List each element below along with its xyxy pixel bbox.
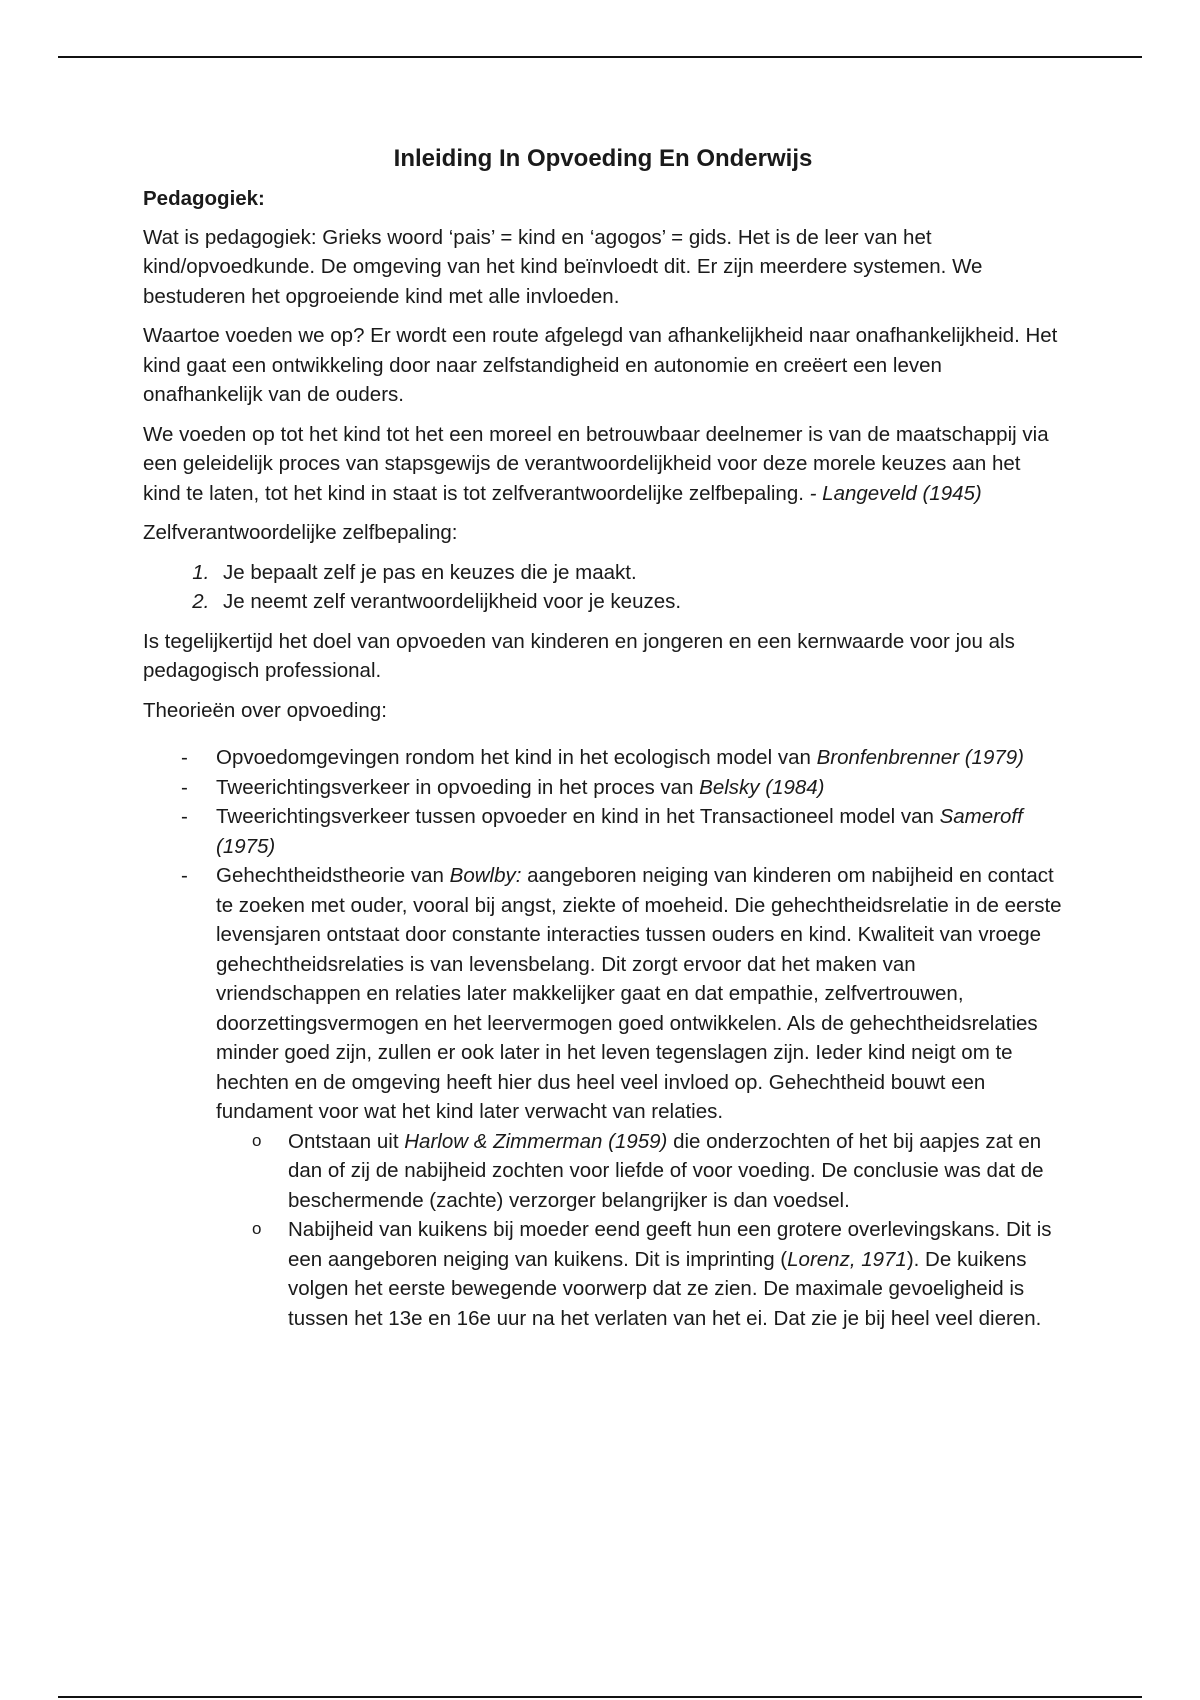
sub-item-text: Ontstaan uit [288,1129,405,1153]
sub-item-text: die onderzochten of het bij aapjes zat en dan of zij de nabijheid zochten voor liefde of voor voeding. De conclusie was dat de beschermende (zachte) verzorger belangrijker is dan voedsel. [288,1129,1044,1212]
theory-text: Opvoedomgevingen rondom het kind in het ecologisch model van [216,746,817,769]
theories-list [143,743,1063,1333]
paragraph-zelfbepaling-label: Zelfverantwoordelijke zelfbepaling: [143,521,458,544]
theory-item-bronfenbrenner [143,743,1063,773]
paragraph-langeveld [143,420,1063,509]
citation-lorenz: Lorenz, 1971 [787,1247,907,1271]
theory-item-sameroff [143,802,1063,861]
paragraph-theorieen-label: Theorieën over opvoeding: [143,698,387,722]
bowlby-sub-list [216,1127,1063,1334]
numbered-list-item: 1. Je bepaalt zelf je pas en keuzes die je maakt. [215,558,1063,588]
sub-item-text: ). De kuikens volgen het eerste bewegende voorwerp dat ze zien. De maximale gevoeligheid is tussen het 13e en 16e uur na het verlaten van het ei. Dat zie je bij heel veel dieren. [288,1247,1042,1330]
citation-bowlby: Bowlby: [449,864,522,887]
header-rule [58,56,1142,58]
citation-langeveld: - Langeveld (1945) [809,481,982,505]
paragraph-pedagogiek-definition: Wat is pedagogiek: Grieks woord ‘pais’ = kind en ‘agogos’ = gids. Het is de leer van het kind/opvoedkunde. De omgeving van het kind beïnvloedt dit. Er zijn meerdere systemen. We bestuderen het opgroeiende kind met alle invloeden. [143,225,983,308]
citation-harlow-zimmerman: Harlow & Zimmerman (1959) [404,1129,668,1153]
theory-text: Tweerichtingsverkeer tussen opvoeder en kind in het Transactioneel model van [216,805,940,828]
paragraph-text: We voeden op tot het kind tot het een moreel en betrouwbaar deelnemer is van de maatschappij via een geleidelijk proces van stapsgewijs de verantwoordelijkheid voor deze morele keuzes aan het kind te laten, tot het kind in staat is tot zelfverantwoordelijke zelfbepaling. [143,422,1049,505]
document-page [143,143,1063,1333]
document-title: Inleiding In Opvoeding En Onderwijs [393,145,813,172]
sub-item-text: Nabijheid van kuikens bij moeder eend geeft hun een grotere overlevingskans. Dit is een aangeboren neiging van kuikens. Dit is imprinting ( [288,1218,1052,1271]
paragraph-waartoe: Waartoe voeden we op? Er wordt een route afgelegd van afhankelijkheid naar onafhankelijkheid. Het kind gaat een ontwikkeling door naar zelfstandigheid en autonomie en creëert een leven onafhankelijk van de ouders. [143,324,1058,406]
sub-item-lorenz [216,1215,1063,1333]
citation-belsky: Belsky (1984) [699,775,825,799]
theory-item-belsky [143,773,1063,803]
citation-sameroff: Sameroff (1975) [216,805,1023,858]
theory-item-bowlby [143,861,1063,1333]
sub-item-harlow [216,1127,1063,1216]
numbered-list [143,558,1063,617]
paragraph-doel: Is tegelijkertijd het doel van opvoeden van kinderen en jongeren en een kernwaarde voor jou als pedagogisch professional. [143,629,1015,682]
citation-bronfenbrenner: Bronfenbrenner (1979) [816,746,1024,769]
theory-text: aangeboren neiging van kinderen om nabijheid en contact te zoeken met ouder, vooral bij angst, ziekte of moeheid. Die gehechtheidsrelatie in de eerste levensjaren ontstaat door constante interacties tussen ouders en kind. Kwaliteit van vroege gehechtheidsrelaties is van levensbelang. Dit zorgt ervoor dat het maken van vriendschappen en relaties later makkelijker gaat en dat empathie, zelfvertrouwen, doorzettingsvermogen en het leervermogen goed ontwikkelen. Als de gehechtheidsrelaties minder goed zijn, zullen er ook later in het leven tegenslagen zijn. Ieder kind neigt om te hechten en de omgeving heeft hier dus heel veel invloed op. Gehechtheid bouwt een fundament voor wat het kind later verwacht van relaties. [216,864,1062,1123]
section-heading: Pedagogiek: [143,187,265,210]
numbered-list-item: 2. Je neemt zelf verantwoordelijkheid voor je keuzes. [215,587,1063,617]
theory-text: Tweerichtingsverkeer in opvoeding in het proces van [216,775,700,799]
footer-rule [58,1696,1142,1698]
theory-text: Gehechtheidstheorie van [216,864,450,887]
